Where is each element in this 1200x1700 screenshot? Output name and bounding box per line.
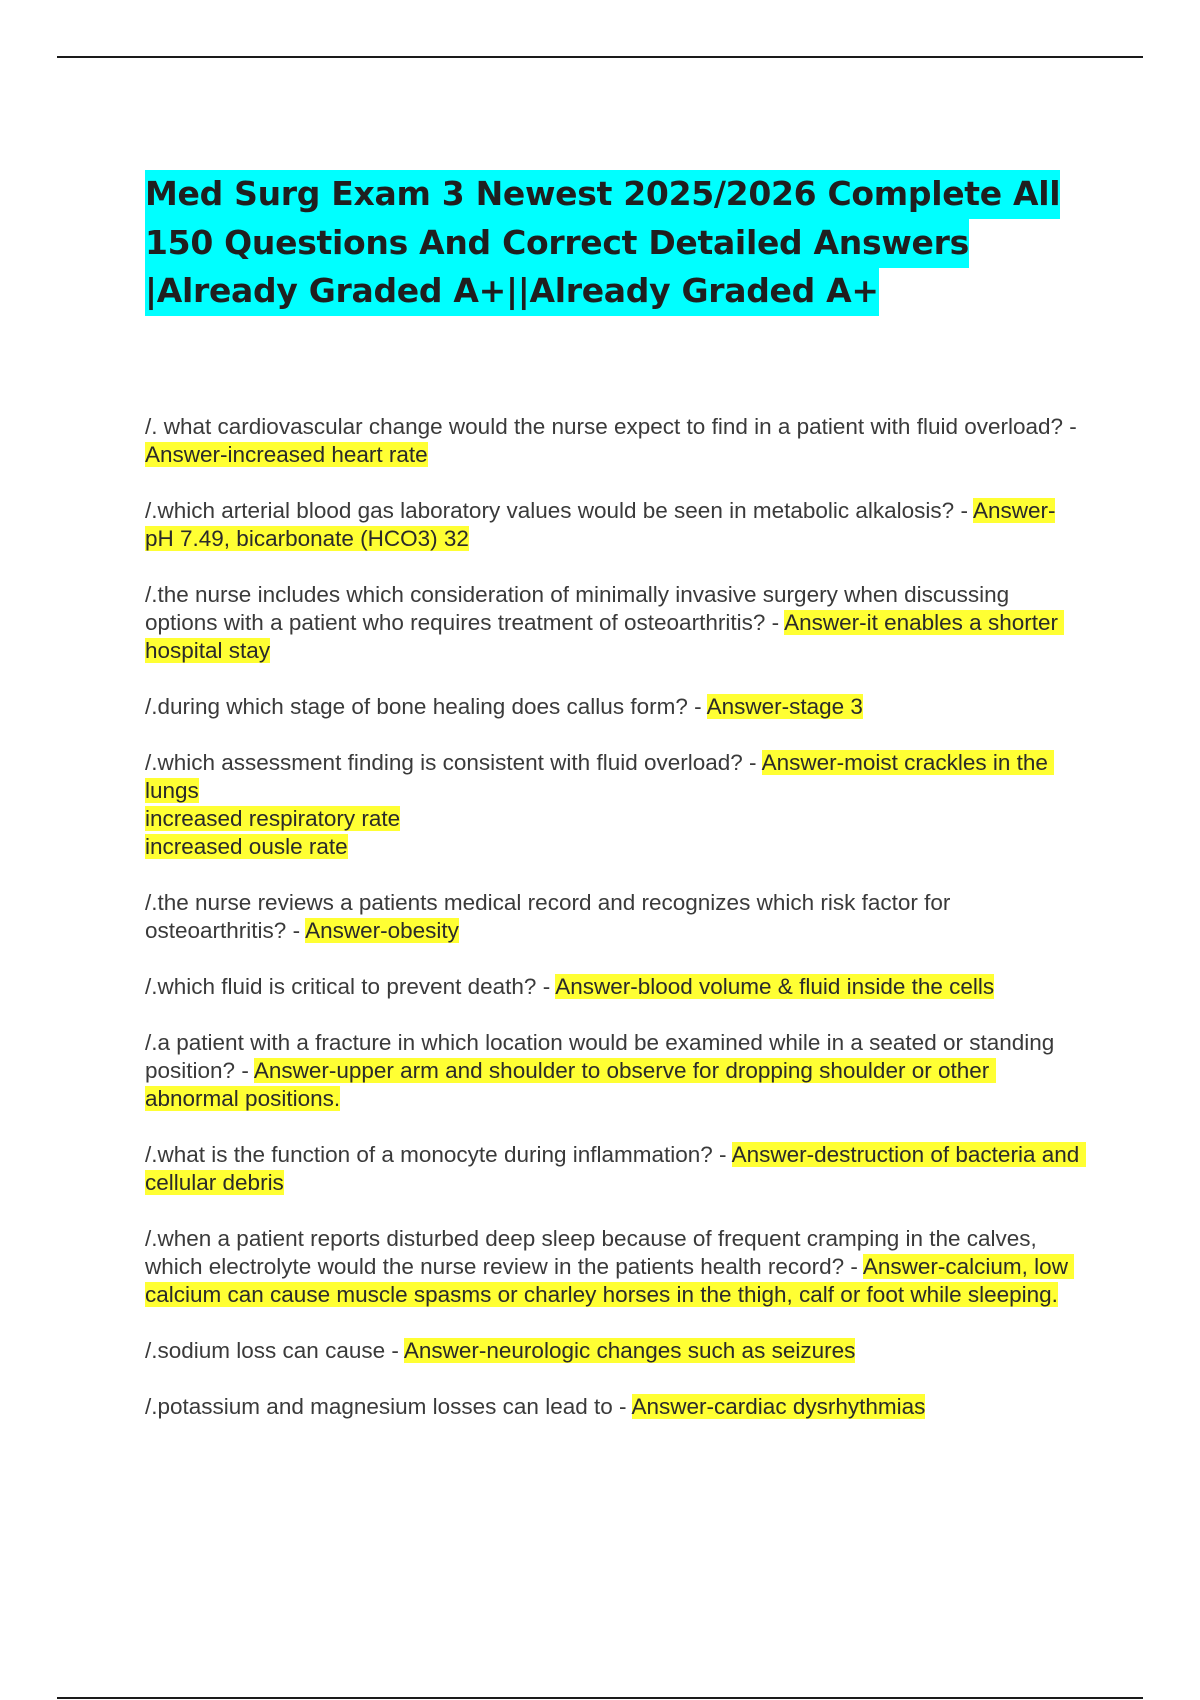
answer-text: Answer-neurologic changes such as seizures bbox=[403, 1338, 856, 1363]
qa-item bbox=[145, 973, 1080, 1001]
top-divider bbox=[57, 56, 1143, 58]
answer-text: Answer-stage 3 bbox=[706, 694, 863, 719]
qa-item bbox=[145, 693, 1080, 721]
qa-item bbox=[145, 749, 1080, 861]
answer-text: Answer-moist crackles in the lungs increased respiratory rate increased ousle rate bbox=[145, 750, 1054, 859]
answer-text: Answer-cardiac dysrhythmias bbox=[631, 1394, 926, 1419]
qa-item bbox=[145, 1393, 1080, 1421]
answer-text: Answer-upper arm and shoulder to observe for dropping shoulder or other abnormal positions. bbox=[145, 1058, 996, 1111]
answer-text: Answer-blood volume & fluid inside the cells bbox=[555, 974, 995, 999]
question-text: /.sodium loss can cause - bbox=[145, 1338, 404, 1363]
question-text: /.the nurse reviews a patients medical record and recognizes which risk factor for osteoarthritis? - bbox=[145, 890, 957, 943]
qa-item bbox=[145, 581, 1080, 665]
qa-item bbox=[145, 1029, 1080, 1113]
qa-item bbox=[145, 1337, 1080, 1365]
question-text: /.which arterial blood gas laboratory values would be seen in metabolic alkalosis? - bbox=[145, 498, 973, 523]
question-text: /.which fluid is critical to prevent death? - bbox=[145, 974, 556, 999]
document-title-text: Med Surg Exam 3 Newest 2025/2026 Complete All 150 Questions And Correct Detailed Answers |Already Graded A+||Already Graded A+ bbox=[145, 170, 1060, 316]
question-text: /.when a patient reports disturbed deep sleep because of frequent cramping in the calves, which electrolyte would the nurse review in the patients health record? - bbox=[145, 1226, 1044, 1279]
qa-list bbox=[145, 413, 1086, 1449]
bottom-divider bbox=[57, 1697, 1143, 1699]
qa-item bbox=[145, 497, 1080, 553]
answer-text: Answer-it enables a shorter hospital stay bbox=[145, 610, 1065, 663]
question-text: /.the nurse includes which consideration of minimally invasive surgery when discussing options with a patient who requires treatment of osteoarthritis? - bbox=[145, 582, 1016, 635]
qa-item bbox=[145, 1141, 1086, 1197]
question-text: /.what is the function of a monocyte during inflammation? - bbox=[145, 1142, 732, 1167]
answer-text: Answer-pH 7.49, bicarbonate (HCO3) 32 bbox=[145, 498, 1056, 551]
qa-item bbox=[145, 413, 1080, 469]
question-text: /.which assessment finding is consistent with fluid overload? - bbox=[145, 750, 762, 775]
qa-item bbox=[145, 1225, 1080, 1309]
question-text: /.potassium and magnesium losses can lead to - bbox=[145, 1394, 632, 1419]
question-text: /.a patient with a fracture in which location would be examined while in a seated or standing position? - bbox=[145, 1030, 1061, 1083]
answer-text: Answer-destruction of bacteria and cellular debris bbox=[145, 1142, 1086, 1195]
answer-text: Answer-obesity bbox=[305, 918, 459, 943]
answer-text: Answer-increased heart rate bbox=[145, 442, 428, 467]
answer-text: Answer-calcium, low calcium can cause muscle spasms or charley horses in the thigh, calf or foot while sleeping. bbox=[145, 1254, 1075, 1307]
question-text: /. what cardiovascular change would the nurse expect to find in a patient with fluid overload? - bbox=[145, 414, 1082, 439]
qa-item bbox=[145, 889, 1080, 945]
document-title bbox=[145, 170, 1085, 316]
question-text: /.during which stage of bone healing does callus form? - bbox=[145, 694, 707, 719]
